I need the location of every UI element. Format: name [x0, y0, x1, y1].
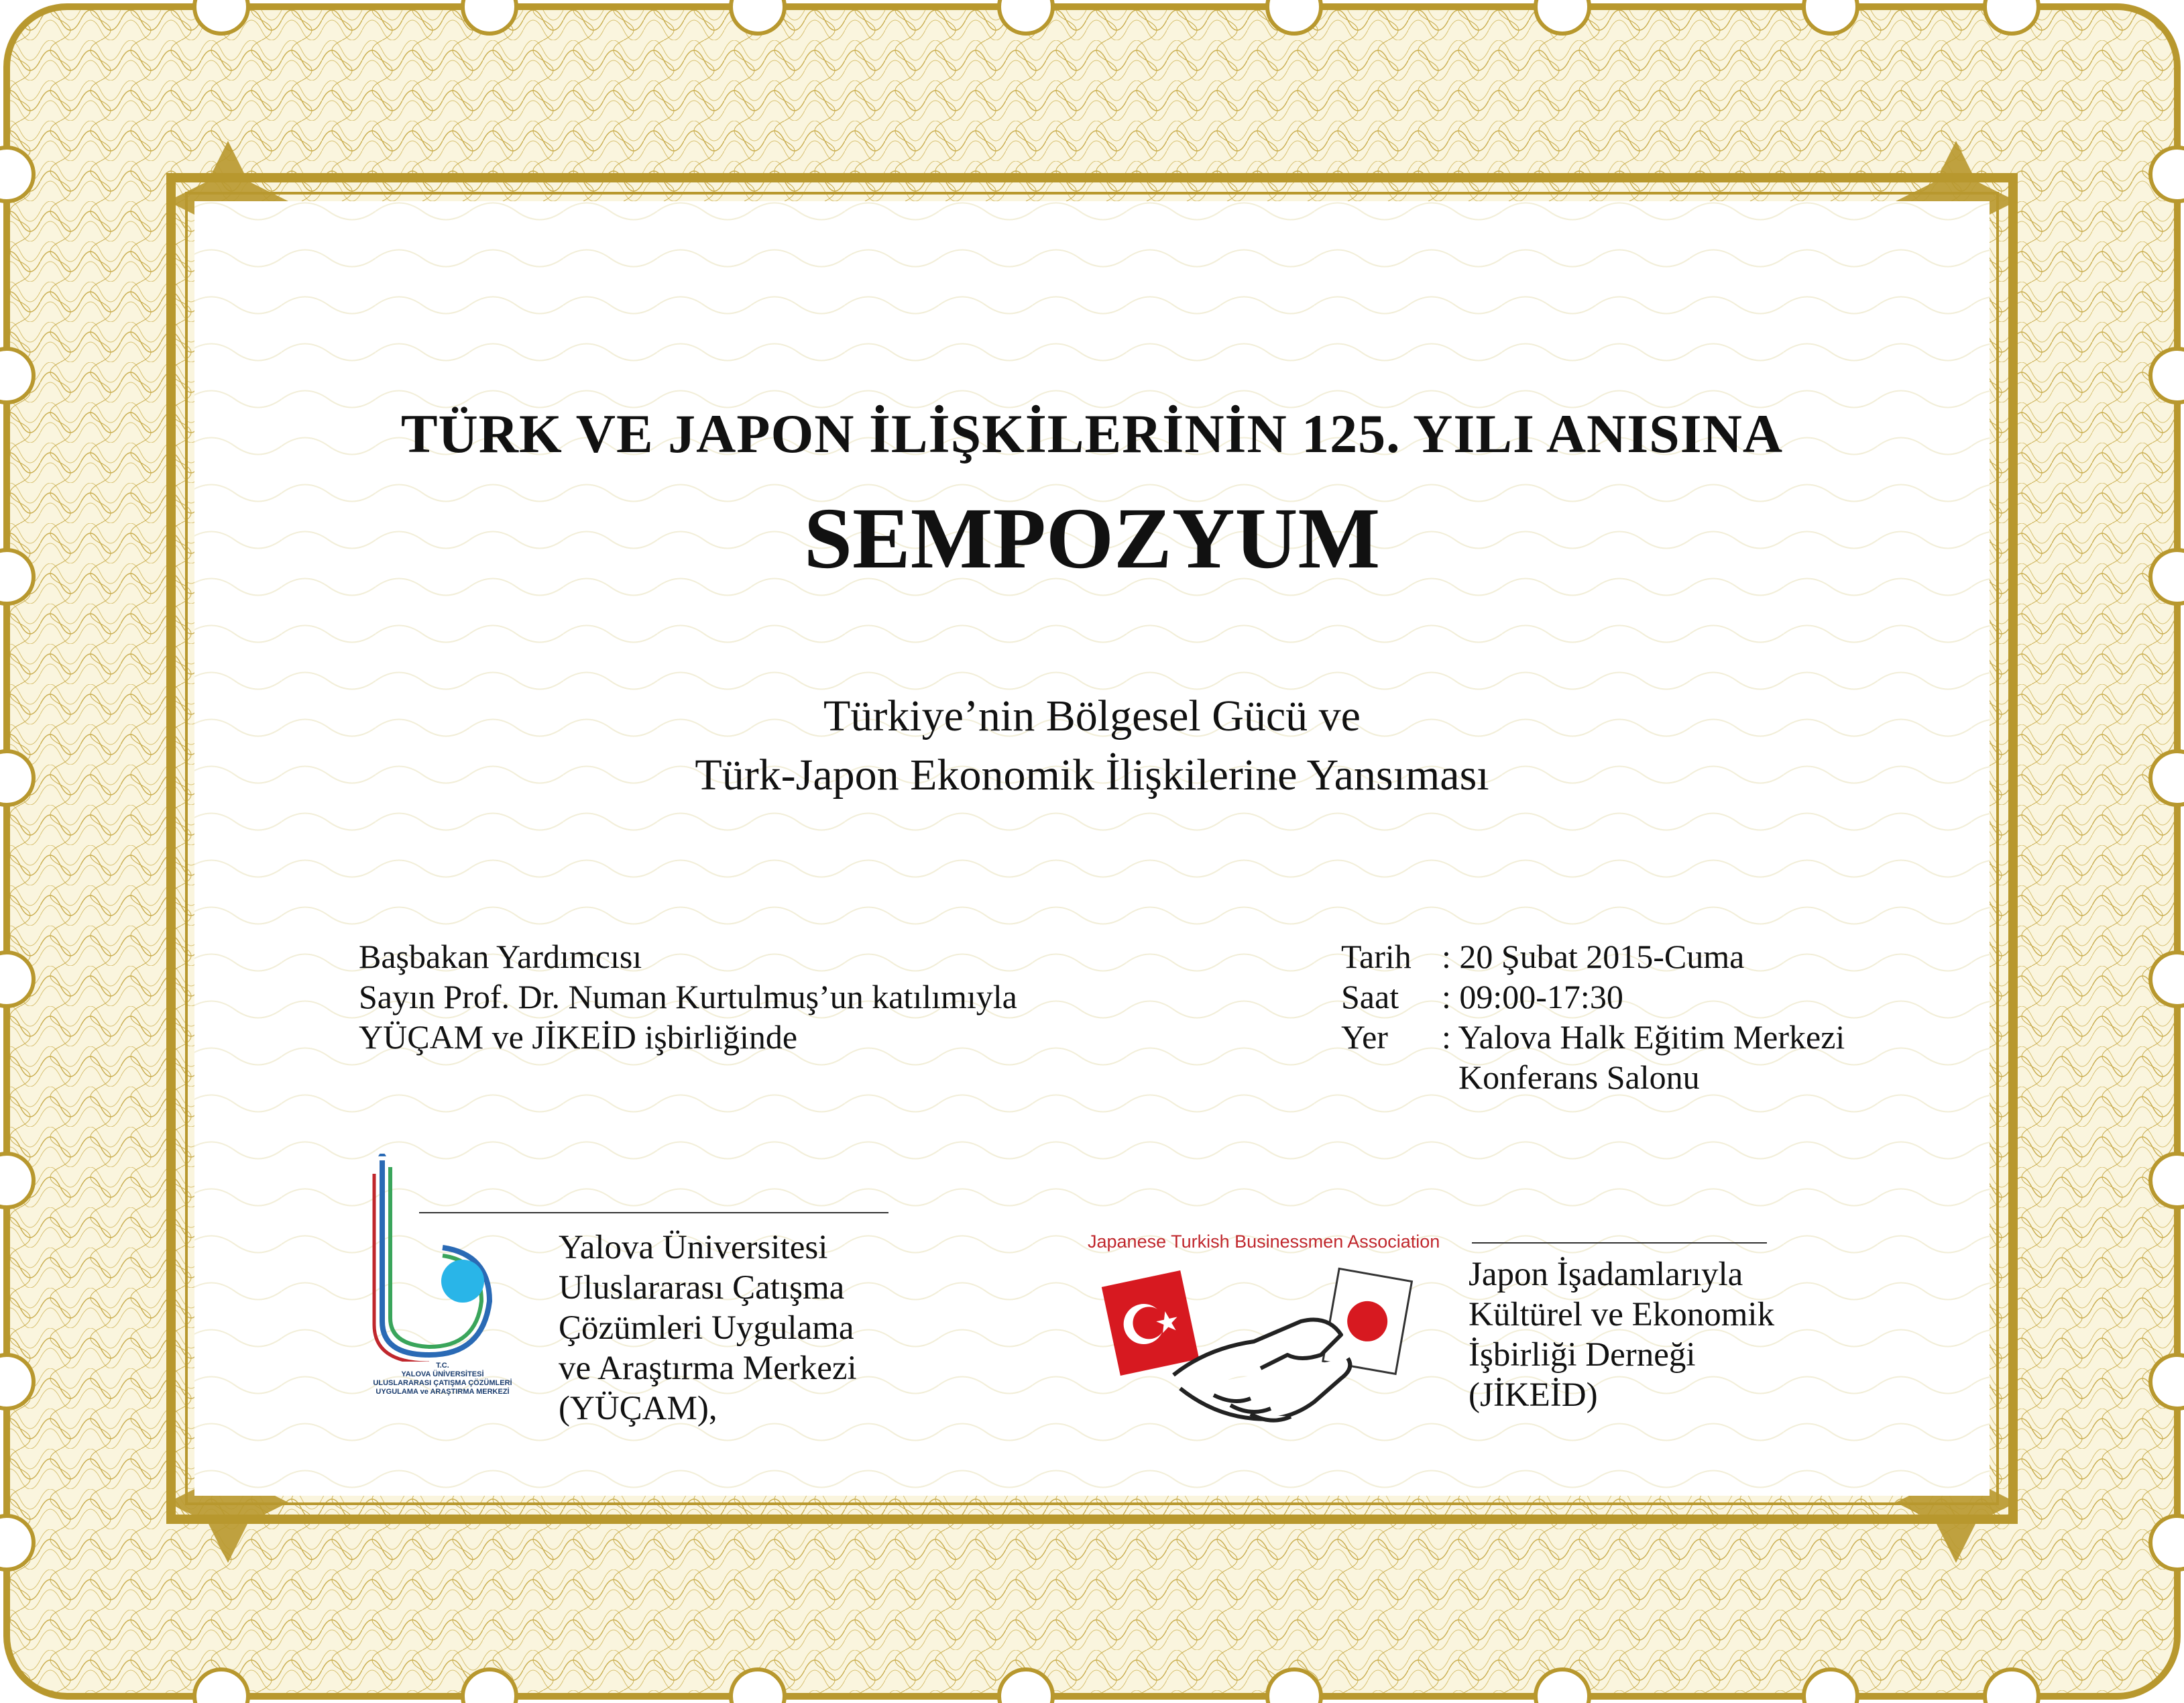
jikeid-line: İşbirliği Derneği	[1469, 1336, 1696, 1374]
yucam-line: (YÜÇAM),	[559, 1390, 717, 1427]
jikeid-line: Kültürel ve Ekonomik	[1469, 1296, 1775, 1333]
place-label-spacer	[1341, 1057, 1442, 1097]
date-label: Tarih	[1341, 938, 1412, 975]
date-value: : 20 Şubat 2015-Cuma	[1442, 938, 1745, 975]
place-value-continued: Konferans Salonu	[1442, 1058, 1700, 1096]
turkey-flag-icon	[1102, 1270, 1199, 1376]
place-value: : Yalova Halk Eğitim Merkezi	[1442, 1018, 1845, 1056]
yucam-logo-caption	[355, 1362, 530, 1396]
jikeid-name-block	[1469, 1254, 1774, 1415]
place-label: Yer	[1341, 1018, 1388, 1056]
time-value: : 09:00-17:30	[1442, 978, 1623, 1015]
logo-caption-line: ULUSLARARASI ÇATIŞMA ÇÖZÜMLERİ	[373, 1379, 512, 1387]
time-label: Saat	[1341, 978, 1399, 1015]
yucam-line: Yalova Üniversitesi	[559, 1229, 828, 1266]
participation-line: Sayın Prof. Dr. Numan Kurtulmuş’un katılımıyla	[359, 978, 1017, 1015]
jikeid-handshake-logo	[1100, 1261, 1422, 1429]
handshake-icon	[1173, 1320, 1350, 1421]
participation-block	[359, 936, 1017, 1057]
participation-line: Başbakan Yardımcısı	[359, 938, 642, 975]
yucam-line: Uluslararası Çatışma	[559, 1269, 845, 1307]
japan-flag-icon	[1323, 1268, 1412, 1374]
yucam-name-block	[559, 1227, 857, 1429]
yucam-line: Çözümleri Uygulama	[559, 1309, 854, 1347]
certificate-title: TÜRK VE JAPON İLİŞKİLERİNİN 125. YILI ANISINA	[400, 403, 1784, 464]
participation-line: YÜÇAM ve JİKEİD işbirliğinde	[359, 1018, 798, 1056]
logo-caption-line: T.C.	[436, 1362, 449, 1370]
yucam-divider	[419, 1212, 888, 1213]
logo-caption-line: UYGULAMA ve ARAŞTIRMA MERKEZİ	[376, 1388, 510, 1396]
event-details	[1341, 936, 1845, 1097]
jikeid-divider	[1472, 1242, 1767, 1244]
logo-caption-line: YALOVA ÜNİVERSİTESİ	[401, 1370, 484, 1378]
certificate-subtitle: SEMPOZYUM	[803, 490, 1381, 587]
yucam-line: ve Araştırma Merkezi	[559, 1350, 857, 1387]
jikeid-line: Japon İşadamlarıyla	[1469, 1256, 1743, 1293]
topic-line-2: Türk-Japon Ekonomik İlişkilerine Yansıması	[695, 751, 1489, 800]
yucam-logo	[349, 1154, 536, 1362]
jikeid-line: (JİKEİD)	[1469, 1376, 1598, 1414]
association-label: Japanese Turkish Businessmen Association	[1088, 1231, 1440, 1252]
topic-line-1: Türkiye’nin Bölgesel Gücü ve	[823, 692, 1361, 740]
